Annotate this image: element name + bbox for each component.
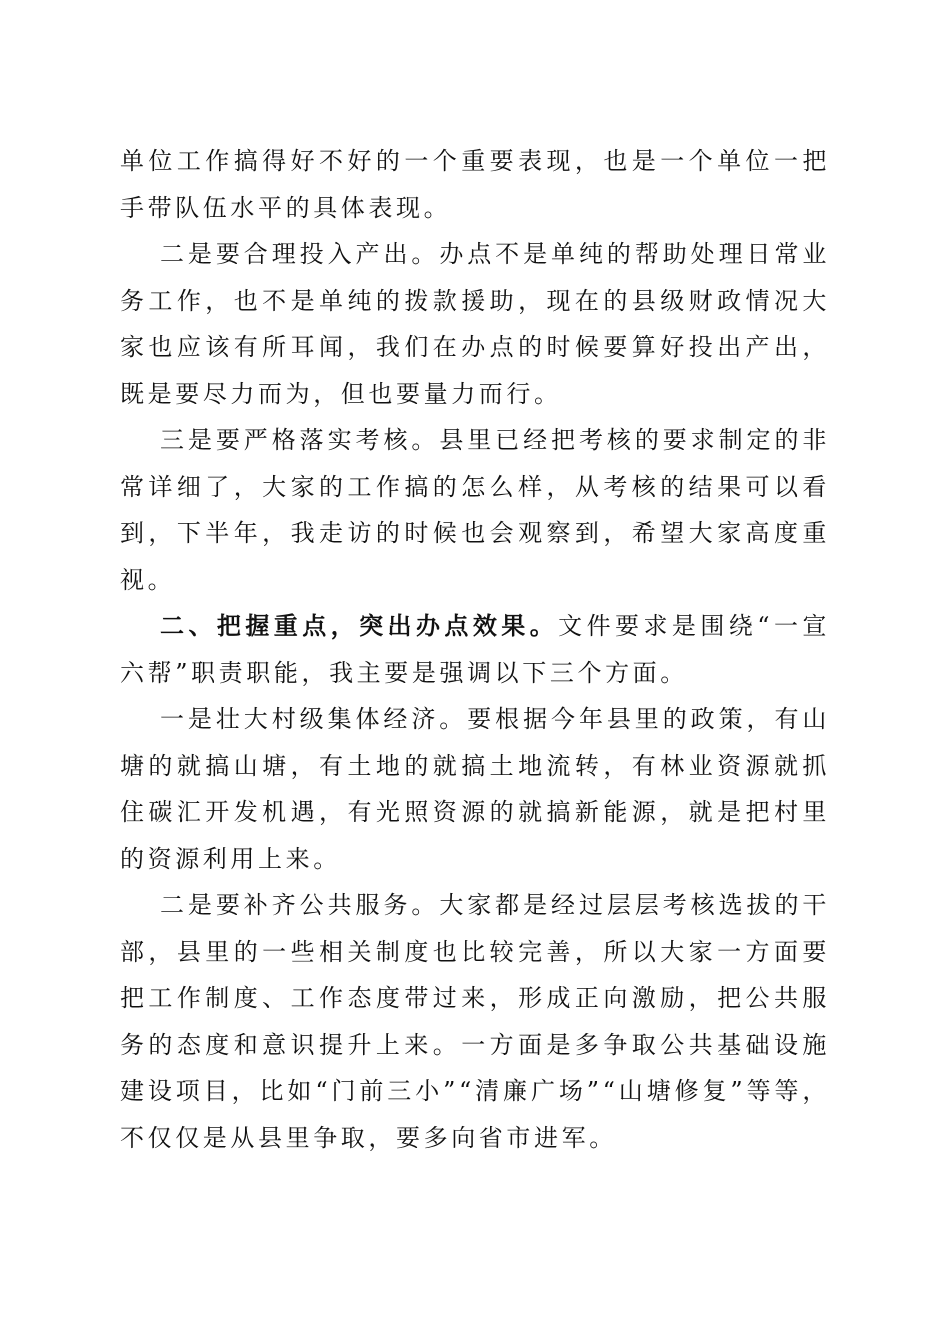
paragraph-lead: 一是壮大村级集体经济。 — [160, 705, 468, 733]
paragraph-assessment — [120, 417, 830, 603]
paragraph-continuation — [120, 138, 830, 231]
paragraph-public-services — [120, 882, 830, 1161]
paragraph-text: 县里已经把考核的要求制定的非常详细了，大家的工作搞的怎么样，从考核的结果可以看到，下半年，我走访的时候也会观察到，希望大家高度重视。 — [120, 426, 831, 594]
paragraph-input-output — [120, 231, 830, 417]
section-heading: 二、把握重点，突出办点效果。 — [160, 612, 559, 640]
paragraph-lead: 二是要合理投入产出。 — [160, 240, 440, 268]
paragraph-lead: 二是要补齐公共服务。 — [160, 891, 440, 919]
document-page — [120, 138, 830, 1161]
paragraph-text: 办点不是单纯的帮助处理日常业务工作，也不是单纯的拨款援助，现在的县级财政情况大家也应该有所耳闻，我们在办点的时候要算好投出产出，既是要尽力而为，但也要量力而行。 — [120, 240, 831, 408]
paragraph-text: 要根据今年县里的政策，有山塘的就搞山塘，有土地的就搞土地流转，有林业资源就抓住碳汇开发机遇，有光照资源的就搞新能源，就是把村里的资源利用上来。 — [120, 705, 830, 873]
paragraph-text: 大家都是经过层层考核选拔的干部，县里的一些相关制度也比较完善，所以大家一方面要把工作制度、工作态度带过来，形成正向激励，把公共服务的态度和意识提升上来。一方面是多争取公共基础设施建设项目，比如“门前三小”“清廉广场”“山塘修复”等等，不仅仅是从县里争取，要多向省市进军。 — [120, 891, 831, 1152]
paragraph-text: 单位工作搞得好不好的一个重要表现，也是一个单位一把手带队伍水平的具体表现。 — [120, 147, 830, 222]
paragraph-lead: 三是要严格落实考核。 — [160, 426, 440, 454]
section-heading-paragraph — [120, 603, 830, 696]
paragraph-text: 文件要求是围绕“一宣六帮”职责职能，我主要是强调以下三个方面。 — [120, 612, 830, 687]
paragraph-collective-economy — [120, 696, 830, 882]
